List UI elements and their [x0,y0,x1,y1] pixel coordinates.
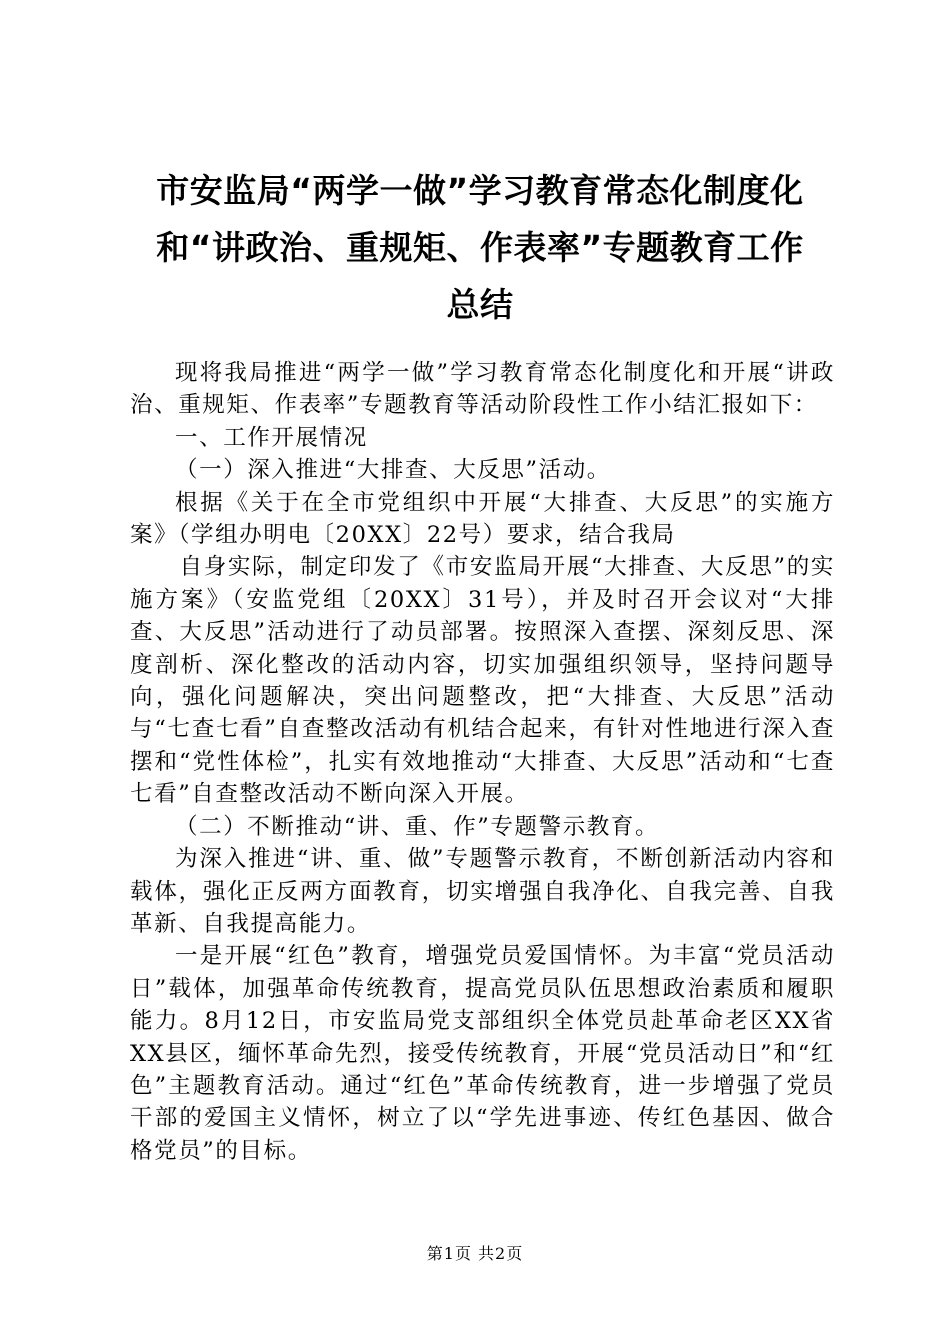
section-heading: 一、工作开展情况 [175,424,368,451]
subsection-heading: （一）深入推进“大排查、大反思”活动。 [175,457,611,484]
document-body [130,357,835,1167]
body-paragraph: 为深入推进“讲、重、做”专题警示教育，不断创新活动内容和载体，强化正反两方面教育，切实增强自我净化、自我完善、自我革新、自我提高能力。 [130,846,835,937]
body-paragraph: 一是开展“红色”教育，增强党员爱国情怀。为丰富“党员活动日”载体，加强革命传统教育，提高党员队伍思想政治素质和履职能力。8月12日，市安监局党支部组织全体党员赴革命老区XX省XX县区，缅怀革命先烈，接受传统教育，开展“党员活动日”和“红色”主题教育活动。通过“红色”革命传统教育，进一步增强了党员干部的爱国主义情怀，树立了以“学先进事迹、传红色基因、做合格党员”的目标。 [130,943,835,1164]
body-paragraph: 根据《关于在全市党组织中开展“大排查、大反思”的实施方案》（学组办明电〔20XX〕22号）要求，结合我局 [130,489,835,549]
title-line: 总结 [446,285,514,324]
body-paragraph: 自身实际，制定印发了《市安监局开展“大排查、大反思”的实施方案》（安监党组〔20XX〕31号），并及时召开会议对“大排查、大反思”活动进行了动员部署。按照深入查摆、深刻反思、深度剖析、深化整改的活动内容，切实加强组织领导，坚持问题导向，强化问题解决，突出问题整改，把“大排查、大反思”活动与“七查七看”自查整改活动有机结合起来，有针对性地进行深入查摆和“党性体检”，扎实有效地推动“大排查、大反思”活动和“七查七看”自查整改活动不断向深入开展。 [130,554,835,808]
title-line: 和“讲政治、重规矩、作表率”专题教育工作 [156,228,804,267]
subsection-heading: （二）不断推动“讲、重、作”专题警示教育。 [175,813,660,840]
page-footer: 第1页 共2页 [426,1244,524,1263]
title-line: 市安监局“两学一做”学习教育常态化制度化 [156,171,804,210]
document-title [120,162,840,333]
intro-paragraph: 现将我局推进“两学一做”学习教育常态化制度化和开展“讲政治、重规矩、作表率”专题教育等活动阶段性工作小结汇报如下： [130,360,835,419]
